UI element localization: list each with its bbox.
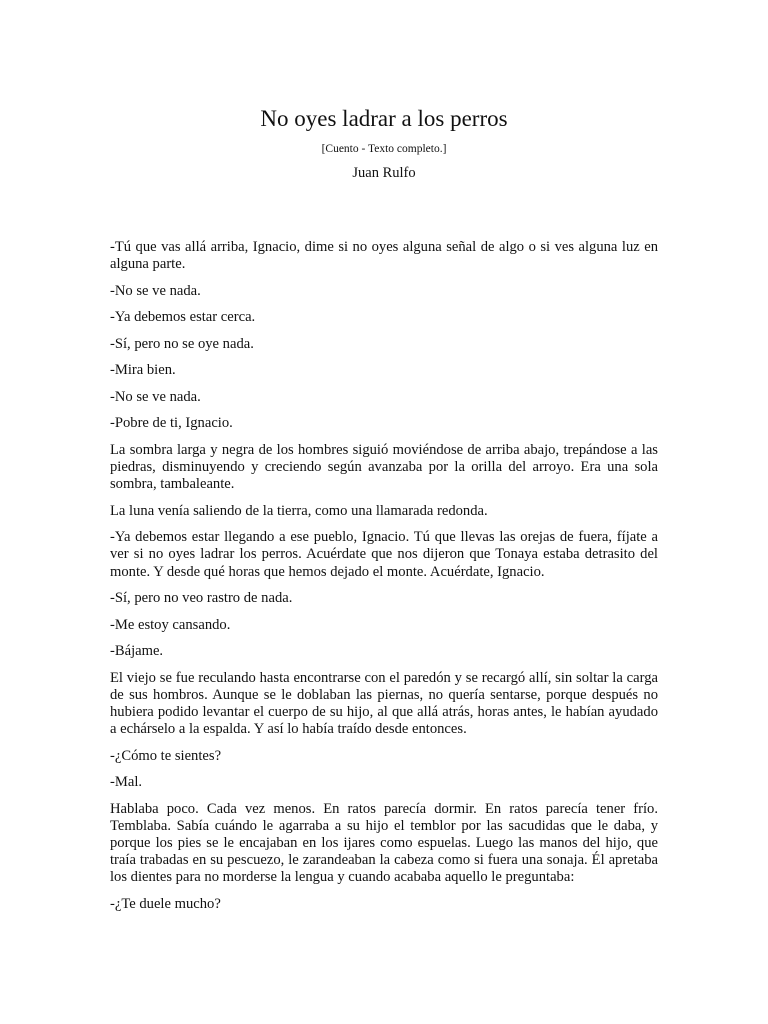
paragraph: La sombra larga y negra de los hombres siguió moviéndose de arriba abajo, trepándose a las piedras, disminuyendo y creciendo según avanzaba por la orilla del arroyo. Era una sola sombra, tambaleante.	[110, 441, 658, 493]
document-subtitle: [Cuento - Texto completo.]	[321, 143, 447, 155]
paragraph: -Ya debemos estar cerca.	[110, 309, 256, 326]
paragraph: -¿Cómo te sientes?	[110, 747, 222, 764]
paragraph: -Mal.	[110, 774, 143, 791]
paragraph: -Pobre de ti, Ignacio.	[110, 415, 233, 432]
paragraph: -Sí, pero no veo rastro de nada.	[110, 590, 293, 607]
document-title: No oyes ladrar a los perros	[260, 106, 508, 131]
paragraph: -Mira bien.	[110, 362, 176, 379]
paragraph: -Tú que vas allá arriba, Ignacio, dime si no oyes alguna señal de algo o si ves alguna luz en alguna parte.	[110, 239, 658, 273]
paragraph: Hablaba poco. Cada vez menos. En ratos parecía dormir. En ratos parecía tener frío. Temblaba. Sabía cuándo le agarraba a su hijo el temblor por las sacudidas que le daba, y porque los pies se le encajaban en los ijares como espuelas. Luego las manos del hijo, que traía trabadas en su pescuezo, le zarandeaban la cabeza como si fuera una sonaja. Él apretaba los dientes para no morderse la lengua y cuando acababa aquello le preguntaba:	[110, 800, 658, 886]
paragraph: -¿Te duele mucho?	[110, 895, 221, 912]
paragraph: -Sí, pero no se oye nada.	[110, 335, 254, 352]
story-body	[110, 239, 658, 922]
paragraph: -No se ve nada.	[110, 282, 201, 299]
paragraph: -Bájame.	[110, 643, 164, 660]
document-author: Juan Rulfo	[352, 165, 416, 181]
paragraph: -No se ve nada.	[110, 388, 201, 405]
paragraph: La luna venía saliendo de la tierra, como una llamarada redonda.	[110, 502, 488, 519]
paragraph: -Me estoy cansando.	[110, 616, 231, 633]
paragraph: El viejo se fue reculando hasta encontrarse con el paredón y se recargó allí, sin soltar la carga de sus hombros. Aunque se le doblaban las piernas, no quería sentarse, porque después no hubiera podido levantar el cuerpo de su hijo, al que allá atrás, horas antes, le habían ayudado a echárselo a la espalda. Y así lo había traído desde entonces.	[110, 669, 658, 738]
paragraph: -Ya debemos estar llegando a ese pueblo, Ignacio. Tú que llevas las orejas de fuera, fíjate a ver si no oyes ladrar los perros. Acuérdate que nos dijeron que Tonaya estaba detrasito del monte. Y desde qué horas que hemos dejado el monte. Acuérdate, Ignacio.	[110, 529, 658, 580]
